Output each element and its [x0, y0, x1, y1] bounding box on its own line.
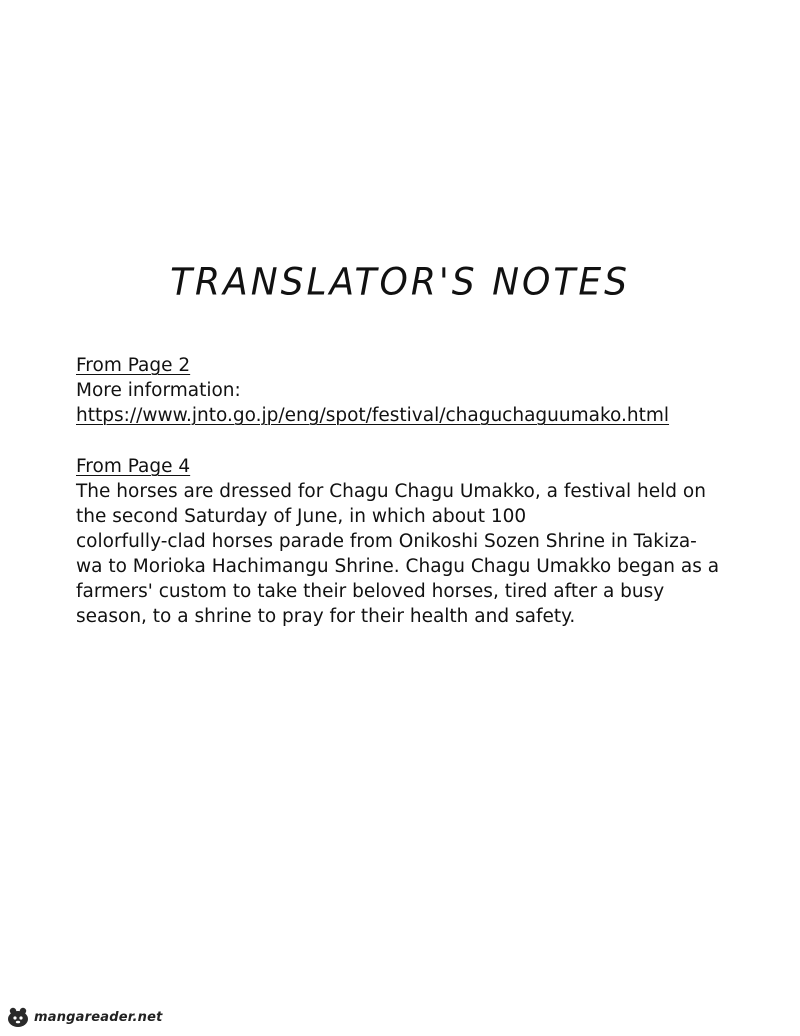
note-heading: From Page 4 [76, 456, 191, 477]
note-text-line: season, to a shrine to pray for their health and safety. [76, 606, 576, 627]
watermark-text: mangareader.net [34, 1009, 163, 1025]
note-text-line: More information: [76, 380, 241, 401]
note-section-page-4 [76, 454, 726, 629]
note-text-line: wa to Morioka Hachimangu Shrine. Chagu Chagu Umakko began as a [76, 556, 720, 577]
note-section-page-2 [76, 353, 726, 428]
more-info-link[interactable]: https://www.jnto.go.jp/eng/spot/festival/chaguchaguumako.html [76, 405, 670, 426]
note-text-line: farmers' custom to take their beloved horses, tired after a busy [76, 581, 665, 602]
note-text-line: The horses are dressed for Chagu Chagu Umakko, a festival held on [76, 481, 706, 502]
page-title: TRANSLATOR'S NOTES [170, 260, 630, 305]
note-heading: From Page 2 [76, 355, 191, 376]
note-text-line: colorfully-clad horses parade from Onikoshi Sozen Shrine in Takiza- [76, 531, 697, 552]
mangareader-logo-icon [6, 1006, 30, 1028]
note-text-line: the second Saturday of June, in which about 100 [76, 506, 527, 527]
site-watermark [6, 1006, 163, 1028]
